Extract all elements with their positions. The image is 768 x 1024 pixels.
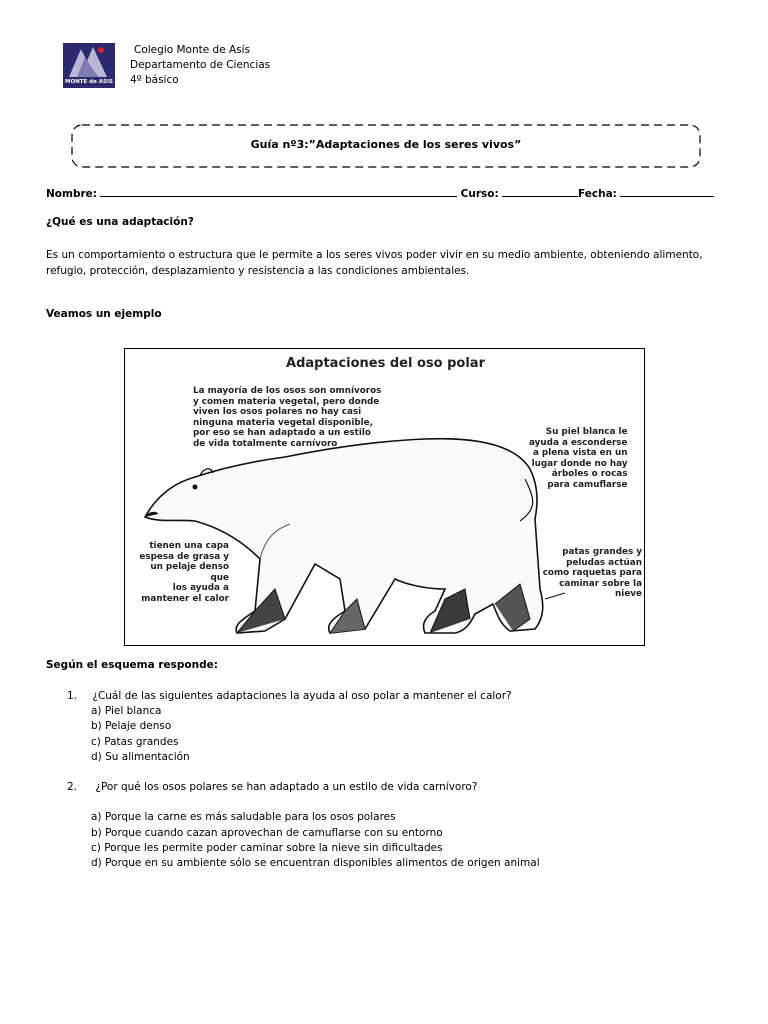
q2-option-c[interactable]: c) Porque les permite poder caminar sobre la nieve sin dificultades [91,842,443,854]
q1-option-d[interactable]: d) Su alimentación [91,751,190,763]
q1-option-a[interactable]: a) Piel blanca [91,705,162,717]
polar-bear-diagram [124,348,645,646]
diagram-title: Adaptaciones del oso polar [286,356,485,371]
school-name: Colegio Monte de Asís [134,44,251,56]
nombre-field[interactable] [100,186,457,197]
curso-label: Curso: [460,188,499,200]
question-2 [67,780,477,795]
question-number: 2. [67,781,78,793]
instructions: Según el esquema responde: [46,659,218,671]
curso-field[interactable] [502,186,578,197]
paws-label: patas grandes y peludas actúan como raquetas para caminar sobre la nieve [542,547,642,599]
question-1 [67,689,512,704]
department-name: Departamento de Ciencias [130,59,271,71]
grade-level: 4º básico [130,74,179,86]
question-text: ¿Por qué los osos polares se han adaptado a un estilo de vida carnívoro? [95,781,478,793]
q1-option-c[interactable]: c) Patas grandes [91,736,179,748]
diet-label: La mayoría de los osos son omnívoros y comen materia vegetal, pero donde viven los osos polares no hay casi ninguna materia vegetal disponible, por eso se han adaptado a un estilo de vida totalmente carnívoro [193,386,382,449]
student-info-line [46,186,714,200]
q2-option-a[interactable]: a) Porque la carne es más saludable para los osos polares [91,811,396,823]
school-logo [63,43,115,88]
page-title: Guía nº3:”Adaptaciones de los seres vivos” [250,138,522,151]
logo-text: MONTE de ASIS [65,79,113,85]
question-text: ¿Cuál de las siguientes adaptaciones la ayuda al oso polar a mantener el calor? [92,690,512,702]
example-heading: Veamos un ejemplo [46,308,162,320]
definition-paragraph: Es un comportamiento o estructura que le permite a los seres vivos poder vivir en su medio ambiente, obteniendo alimento, refugio, protección, desplazamiento y resistencia a las condiciones ambientales. [46,249,703,277]
question-number: 1. [67,690,78,702]
fecha-label: Fecha: [578,188,617,200]
skin-label: Su piel blanca le ayuda a esconderse a plena vista en un lugar donde no hay árboles o rocas para camuflarse [529,427,628,490]
nombre-label: Nombre: [46,188,97,200]
q2-option-d[interactable]: d) Porque en su ambiente sólo se encuentran disponibles alimentos de origen animal [91,857,540,869]
fat-label: tienen una capa espesa de grasa y un pelaje denso que los ayuda a mantener el calor [139,541,229,604]
q2-option-b[interactable]: b) Porque cuando cazan aprovechan de camuflarse con su entorno [91,827,443,839]
fecha-field[interactable] [620,186,714,197]
q1-option-b[interactable]: b) Pelaje denso [91,720,172,732]
section-question: ¿Qué es una adaptación? [46,216,194,228]
